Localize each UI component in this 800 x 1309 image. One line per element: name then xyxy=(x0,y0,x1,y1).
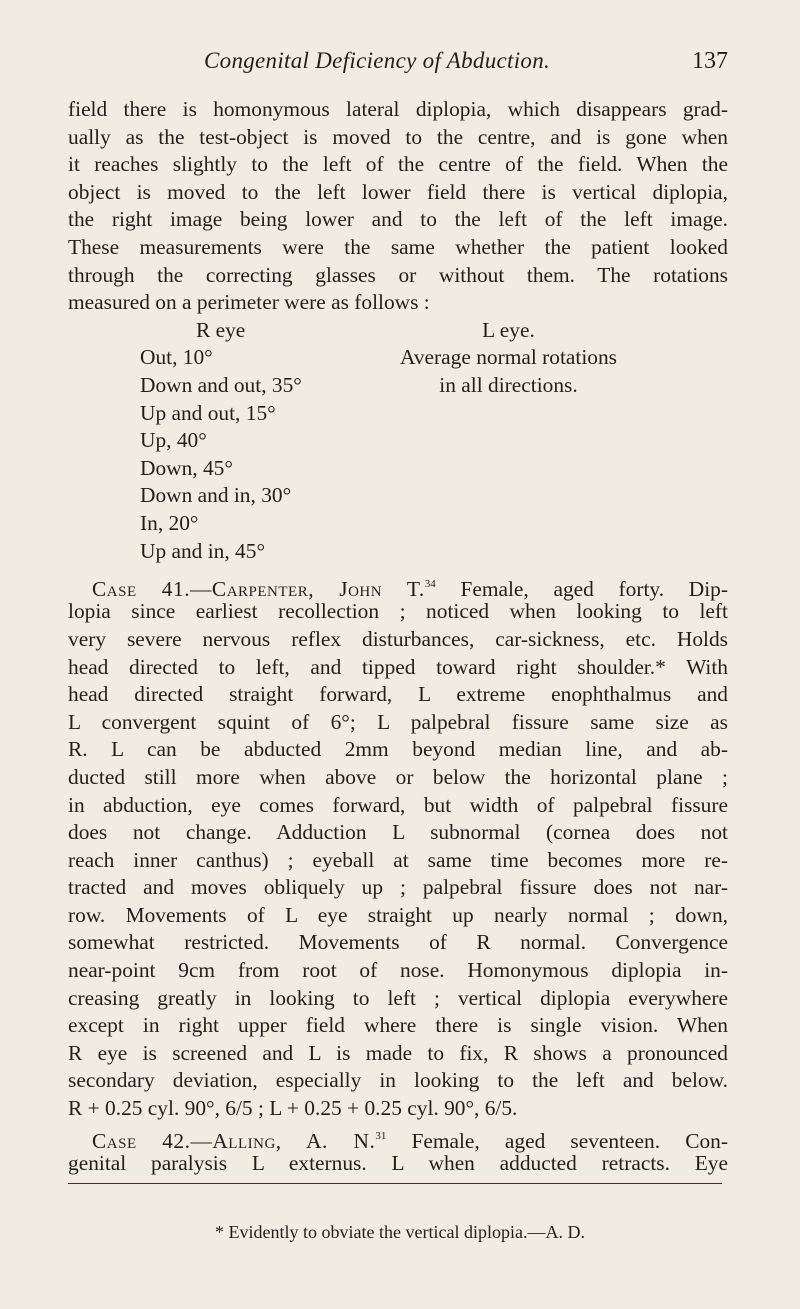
text-line: creasing greatly in looking to left ; vertical diplopia everywhere xyxy=(68,985,728,1010)
right-eye-column xyxy=(140,317,302,565)
text-line: except in right upper field where there is single vision. When xyxy=(68,1013,728,1038)
rotation-item: Up and in, 45° xyxy=(140,538,266,563)
text-line: lopia since earliest recollection ; noticed when looking to left xyxy=(68,599,728,624)
text-line: ually as the test-object is moved to the centre, and is gone when xyxy=(68,124,728,149)
rotation-item: Up, 40° xyxy=(140,428,207,453)
running-head xyxy=(68,44,728,84)
text-line: secondary deviation, especially in looking to the left and below. xyxy=(68,1068,728,1093)
rotation-item: Out, 10° xyxy=(140,345,213,370)
case-text: Female, aged forty. Dip- xyxy=(460,576,728,601)
text-line: field there is homonymous lateral diplopia, which disappears grad- xyxy=(68,97,728,121)
rotation-item: Up and out, 15° xyxy=(140,400,276,425)
case-label: Case 42.—Alling, A. N. xyxy=(92,1128,376,1153)
text-line: R. L can be abducted 2mm beyond median line, and ab- xyxy=(68,737,728,762)
case-42-paragraph xyxy=(68,1123,728,1178)
intro-paragraph xyxy=(68,96,728,317)
text-line: measured on a perimeter were as follows : xyxy=(68,290,430,315)
text-line: near-point 9cm from root of nose. Homonymous diplopia in- xyxy=(68,958,728,983)
footnote-divider xyxy=(68,1183,722,1184)
text-line: ducted still more when above or below the horizontal plane ; xyxy=(68,764,728,789)
rotation-note: Average normal rotations xyxy=(400,345,617,370)
case-heading-line xyxy=(68,571,728,599)
case-text: Female, aged seventeen. Con- xyxy=(411,1128,728,1153)
text-line: head directed straight forward, L extreme enophthalmus and xyxy=(68,682,728,707)
running-title: Congenital Deficiency of Abduction. xyxy=(204,48,551,73)
case-heading-line xyxy=(68,1123,728,1151)
text-line: in abduction, eye comes forward, but width of palpebral fissure xyxy=(68,792,728,817)
text-line: These measurements were the same whether the patient looked xyxy=(68,234,728,259)
right-eye-heading: R eye xyxy=(196,317,246,342)
text-line: through the correcting glasses or without them. The rotations xyxy=(68,262,728,287)
text-line: row. Movements of L eye straight up nearly normal ; down, xyxy=(68,902,728,927)
text-line: head directed to left, and tipped toward right shoulder.* With xyxy=(68,654,728,679)
text-line: reach inner canthus) ; eyeball at same time becomes more re- xyxy=(68,847,728,872)
page-number: 137 xyxy=(692,48,728,74)
case-label: Case 41.—Carpenter, John T. xyxy=(92,576,425,601)
footnote: * Evidently to obviate the vertical diplopia.—A. D. xyxy=(215,1222,585,1242)
text-line: L convergent squint of 6°; L palpebral fissure same size as xyxy=(68,709,728,734)
text-line: R eye is screened and L is made to fix, R shows a pronounced xyxy=(68,1040,728,1065)
left-eye-column xyxy=(400,317,617,400)
rotation-item: In, 20° xyxy=(140,510,199,535)
text-line: tracted and moves obliquely up ; palpebral fissure does not nar- xyxy=(68,875,728,900)
text-line: object is moved to the left lower field there is vertical diplopia, xyxy=(68,179,728,204)
rotation-note: in all directions. xyxy=(439,372,578,397)
text-line: does not change. Adduction L subnormal (cornea does not xyxy=(68,820,728,845)
rotation-item: Down and in, 30° xyxy=(140,483,292,508)
rotation-item: Down and out, 35° xyxy=(140,372,302,397)
rotation-item: Down, 45° xyxy=(140,455,233,480)
text-line: genital paralysis L externus. L when adducted retracts. Eye xyxy=(68,1151,728,1176)
text-line: very severe nervous reflex disturbances, car-sickness, etc. Holds xyxy=(68,626,728,651)
rotations-table xyxy=(68,317,728,565)
reference-number: 34 xyxy=(424,577,436,590)
case-41-paragraph xyxy=(68,571,728,1123)
text-line: the right image being lower and to the left of the left image. xyxy=(68,207,728,232)
left-eye-heading: L eye. xyxy=(482,317,535,342)
text-line: R + 0.25 cyl. 90°, 6/5 ; L + 0.25 + 0.25 cyl. 90°, 6/5. xyxy=(68,1096,518,1121)
reference-number: 31 xyxy=(375,1129,387,1142)
text-line: it reaches slightly to the left of the centre of the field. When the xyxy=(68,152,728,177)
text-line: somewhat restricted. Movements of R normal. Convergence xyxy=(68,930,728,955)
